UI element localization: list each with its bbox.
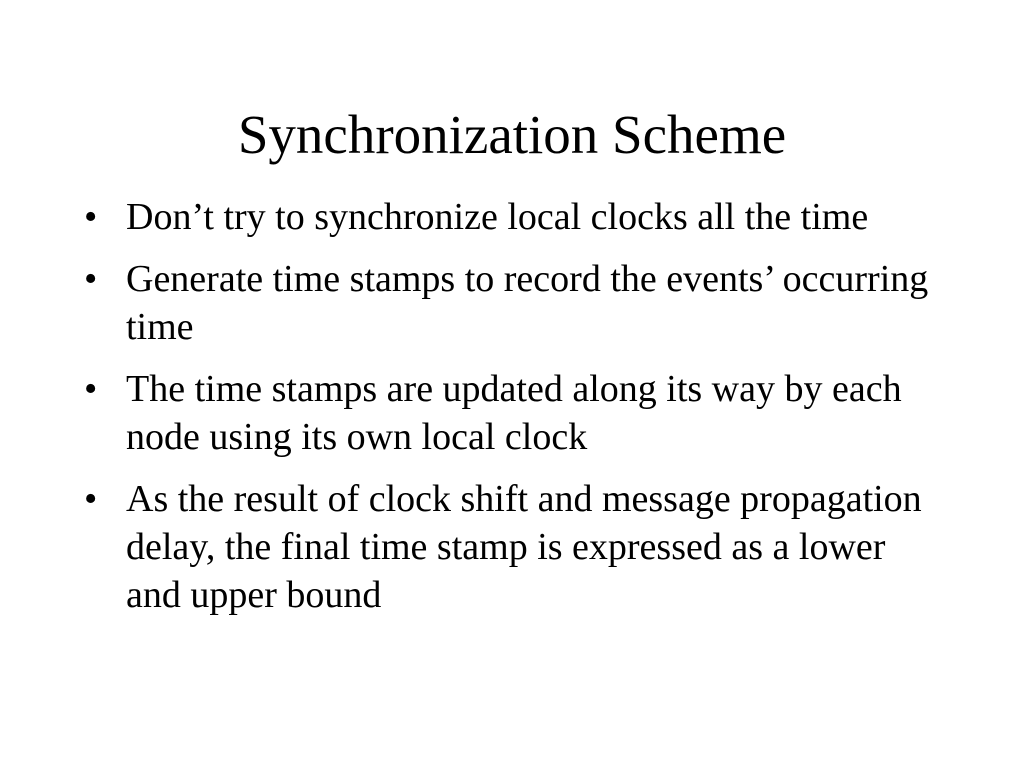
bullet-item [84,193,944,241]
bullet-text: Generate time stamps to record the events’ occurring time [126,258,929,348]
bullet-list [84,193,944,633]
bullet-marker-icon: • [84,196,98,238]
bullet-marker-icon: • [84,478,98,520]
bullet-item [84,255,944,351]
bullet-item [84,365,944,461]
bullet-text: The time stamps are updated along its way by each node using its own local clock [126,368,902,458]
slide-title: Synchronization Scheme [237,104,787,165]
bullet-text: As the result of clock shift and message propagation delay, the final time stamp is expressed as a lower and upper bound [126,478,922,616]
bullet-marker-icon: • [84,258,98,300]
bullet-item [84,475,944,619]
bullet-text: Don’t try to synchronize local clocks all the time [126,196,869,238]
bullet-marker-icon: • [84,368,98,410]
